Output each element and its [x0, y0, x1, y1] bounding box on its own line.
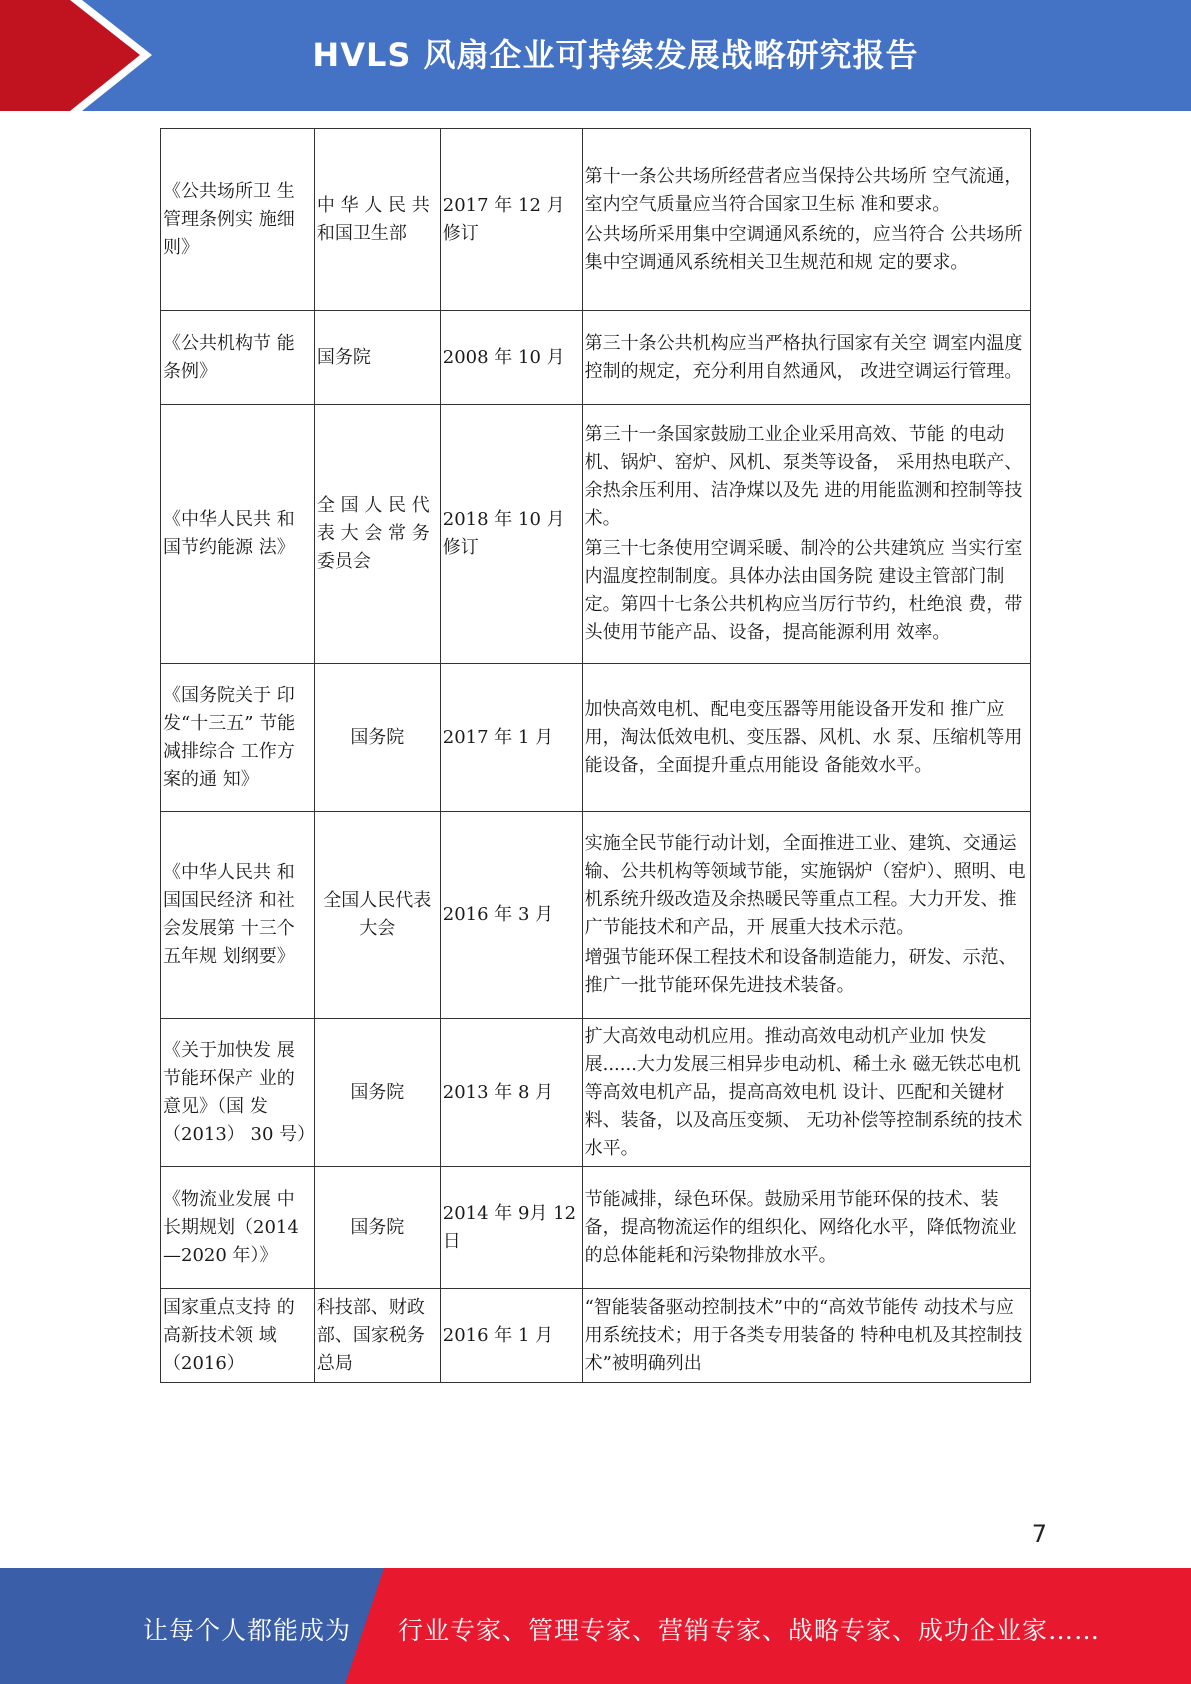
provision-paragraph: 第三十条公共机构应当严格执行国家有关空 调室内温度控制的规定，充分利用自然通风， 改进空调运行管理。 — [584, 332, 1023, 382]
date-cell: 2014 年 9月 12 日 — [440, 1167, 582, 1289]
provision-paragraph: 节能减排，绿色环保。鼓励采用节能环保的技术、装备，提高物流运作的组织化、网络化水平，降低物流业的总体能耗和污染物排放水平。 — [584, 1188, 1017, 1266]
table-row — [161, 129, 1031, 311]
policy-name-cell: 《公共场所卫 生管理条例实 施细则》 — [161, 129, 315, 311]
issuer-cell: 国务院 — [314, 311, 440, 405]
policy-name-cell: 《国务院关于 印发“十三五” 节能减排综合 工作方案的通 知》 — [161, 664, 315, 812]
issuer-cell: 全国人民代表大会 — [314, 812, 440, 1019]
footer-slogan-right: 行业专家、管理专家、营销专家、战略专家、成功企业家…… — [398, 1616, 1101, 1645]
table-row — [161, 311, 1031, 405]
provision-cell — [582, 1167, 1030, 1289]
provision-paragraph: “智能装备驱动控制技术”中的“高效节能传 动技术与应用系统技术；用于各类专用装备的 特种电机及其控制技术”被明确列出 — [584, 1296, 1023, 1374]
date-cell: 2017 年 1 月 — [440, 664, 582, 812]
issuer-cell: 科技部、财政部、国家税务总局 — [314, 1289, 440, 1383]
provision-paragraph: 增强节能环保工程技术和设备制造能力，研发、示范、推广一批节能环保先进技术装备。 — [584, 947, 1017, 996]
provision-paragraph: 实施全民节能行动计划，全面推进工业、建筑、交通运输、公共机构等领域节能，实施锅炉（窑炉）、照明、电机系统升级改造及余热暖民等重点工程。大力开发、推广节能技术和产品，开 展重大技术示范。 — [584, 833, 1026, 938]
footer-slogan-left: 让每个人都能成为 — [143, 1616, 352, 1645]
provision-cell — [582, 812, 1030, 1019]
issuer-cell: 国务院 — [314, 1019, 440, 1167]
policy-name-cell: 国家重点支持 的高新技术领 域（2016） — [161, 1289, 315, 1383]
provision-cell — [582, 1289, 1030, 1383]
date-cell: 2017 年 12 月 修订 — [440, 129, 582, 311]
provision-paragraph: 第三十七条使用空调采暖、制冷的公共建筑应 当实行室内温度控制制度。具体办法由国务院 建设主管部门制定。第四十七条公共机构应当厉行节约，杜绝浪 费，带头使用节能产品、设备，提高能源利用 效率。 — [584, 538, 1023, 643]
table-row — [161, 1167, 1031, 1289]
date-cell: 2013 年 8 月 — [440, 1019, 582, 1167]
date-cell: 2008 年 10 月 — [440, 311, 582, 405]
provision-cell — [582, 664, 1030, 812]
table-row — [161, 405, 1031, 664]
issuer-cell: 国务院 — [314, 1167, 440, 1289]
date-cell: 2016 年 3 月 — [440, 812, 582, 1019]
provision-paragraph: 第十一条公共场所经营者应当保持公共场所 空气流通，室内空气质量应当符合国家卫生标 准和要求。 — [584, 165, 1023, 215]
provision-cell — [582, 1019, 1030, 1167]
provision-paragraph: 扩大高效电动机应用。推动高效电动机产业加 快发展......大力发展三相异步电动机、稀土永 磁无铁芯电机等高效电机产品，提高高效电机 设计、匹配和关键材料、装备，以及高压变频、 无功补偿等控制系统的技术水平。 — [584, 1025, 1023, 1159]
table-row — [161, 1289, 1031, 1383]
policy-name-cell: 《中华人民共 和国节约能源 法》 — [161, 405, 315, 664]
provision-cell — [582, 129, 1030, 311]
provision-paragraph: 公共场所采用集中空调通风系统的，应当符合 公共场所集中空调通风系统相关卫生规范和规 定的要求。 — [584, 223, 1023, 273]
policy-name-cell: 《关于加快发 展节能环保产 业的意见》（国 发（2013） 30 号） — [161, 1019, 315, 1167]
report-title: HVLS 风扇企业可持续发展战略研究报告 — [312, 36, 919, 74]
table-row — [161, 812, 1031, 1019]
issuer-cell: 中 华 人 民 共 和国卫生部 — [314, 129, 440, 311]
provision-cell — [582, 311, 1030, 405]
page-header — [0, 0, 1191, 111]
policy-name-cell: 《物流业发展 中长期规划（2014—2020 年）》 — [161, 1167, 315, 1289]
table-row — [161, 664, 1031, 812]
policy-name-cell: 《公共机构节 能条例》 — [161, 311, 315, 405]
provision-paragraph: 第三十一条国家鼓励工业企业采用高效、节能 的电动机、锅炉、窑炉、风机、泵类等设备， 采用热电联产、余热余压利用、洁净煤以及先 进的用能监测和控制等技术。 — [584, 424, 1023, 529]
provision-paragraph: 加快高效电机、配电变压器等用能设备开发和 推广应用，淘汰低效电机、变压器、风机、水 泵、压缩机等用能设备，全面提升重点用能设 备能效水平。 — [584, 698, 1023, 776]
date-cell: 2016 年 1 月 — [440, 1289, 582, 1383]
table-row — [161, 1019, 1031, 1167]
page-number: 7 — [1031, 1520, 1047, 1548]
date-cell: 2018 年 10 月 修订 — [440, 405, 582, 664]
issuer-cell: 国务院 — [314, 664, 440, 812]
policy-name-cell: 《中华人民共 和国国民经济 和社会发展第 十三个五年规 划纲要》 — [161, 812, 315, 1019]
issuer-cell: 全 国 人 民 代 表 大 会 常 务 委员会 — [314, 405, 440, 664]
policy-table — [160, 128, 1031, 1383]
provision-cell — [582, 405, 1030, 664]
